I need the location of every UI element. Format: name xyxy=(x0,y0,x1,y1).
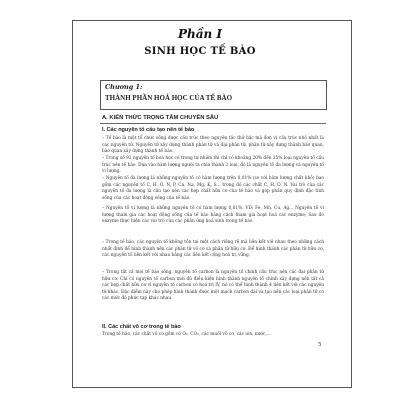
paragraph: – Nguyên tố đa lượng là những nguyên tố có hàm lượng trên 0,01% (so với hàm lượng chất khô) bao gồm các nguyên tố C, H, O, N, P, Ca, Na, Mg, K, S... trong đó các chất C, H, O, N. Vai trò của các nguyên tố đa lượng là cấu tạo nên các hợp chất hữu cơ của tế bào và góp phần quy định đặc tính sống của các hoạt động sống của tế bào. xyxy=(102,176,324,201)
chapter-label: Chương 1: xyxy=(105,83,143,91)
divider xyxy=(100,123,326,124)
part-label: Phần I xyxy=(177,27,223,41)
paragraph: Trong tế bào, các chất vô cơ gồm có O₂, CO₂, các muối vô cơ, các ion, nước,... xyxy=(102,332,271,337)
paragraph: – Trong số 92 nguyên tố hoá học có trong tự nhiên thì chỉ có khoảng 20% đến 25% loại nguyên tố cấu trúc nên tế bào. Dựa vào hàm lượng người ta chia thành 2 loại, đó là nguyên tố đa lượng và nguyên tố vi lượng. xyxy=(102,156,324,175)
paragraph: – Trong tế bào, các nguyên tố không tồn tại một cách riêng rẽ mà liên kết với nhau theo những cách nhất định để hình thành nên các phân tử vô cơ và phân tử hữu cơ. Để hình thành các phân tử hữu cơ, các nguyên tố liên kết với nhau bằng các liên kết cộng hoá trị vững. xyxy=(102,240,324,259)
section-2-heading: II. Các chất vô cơ trong tế bào xyxy=(102,324,181,330)
section-1-heading: I. Các nguyên tố cấu tạo nên tế bào xyxy=(102,127,195,133)
page-number: 5 xyxy=(318,342,322,348)
chapter-box xyxy=(100,80,327,110)
paragraph: – Trong tất cả mọi tế bào sống, nguyên tố carbon là nguyên tố chính cấu trúc nên các đại phân tử hữu cơ. Chỉ có nguyên tố carbon mới đủ điều kiện hình thành nguyên tố chính xây dựng nên tất cả các hợp chất hữu cơ vì nguyên tố carbon có hoá trị IV, nó có thể hình thành 4 liên kết với các nguyên tử khác. Đặc điểm này cho phép hình thành được một mạch carbon dài và tạo nên các loại phân tử có các mức độ phức tạp khác nhau. xyxy=(102,270,324,302)
chapter-title: THÀNH PHẦN HOÁ HỌC CỦA TẾ BÀO xyxy=(105,94,233,102)
paragraph: – Nguyên tố vi lượng là những nguyên tố có hàm lượng 0,01%. VD: Fe, Mn, Cu, Ag... Nguyên tố vi lượng tham gia các hoạt động sống của tế bào bằng cách tham gia hoạt hoá các enzyme; Sau đó enzyme thực hiện các vai trò của các phản ứng hoá sinh trong tế bào. xyxy=(102,206,324,225)
section-a-heading: A. KIẾN THỨC TRỌNG TÂM CHUYÊN SÂU xyxy=(102,115,219,121)
paragraph: – Tế bào là một tổ chức sống được cấu trúc theo nguyên tắc thứ bậc mà đơn vị cấu trúc nhỏ nhất là các nguyên tử. Nguyên tử xây dựng thành phân tử và đại phân tử, phân tử xây dựng thành bào quan, bào quan xây dựng thành tế bào. xyxy=(102,136,324,155)
part-title: SINH HỌC TẾ BÀO xyxy=(144,46,256,57)
